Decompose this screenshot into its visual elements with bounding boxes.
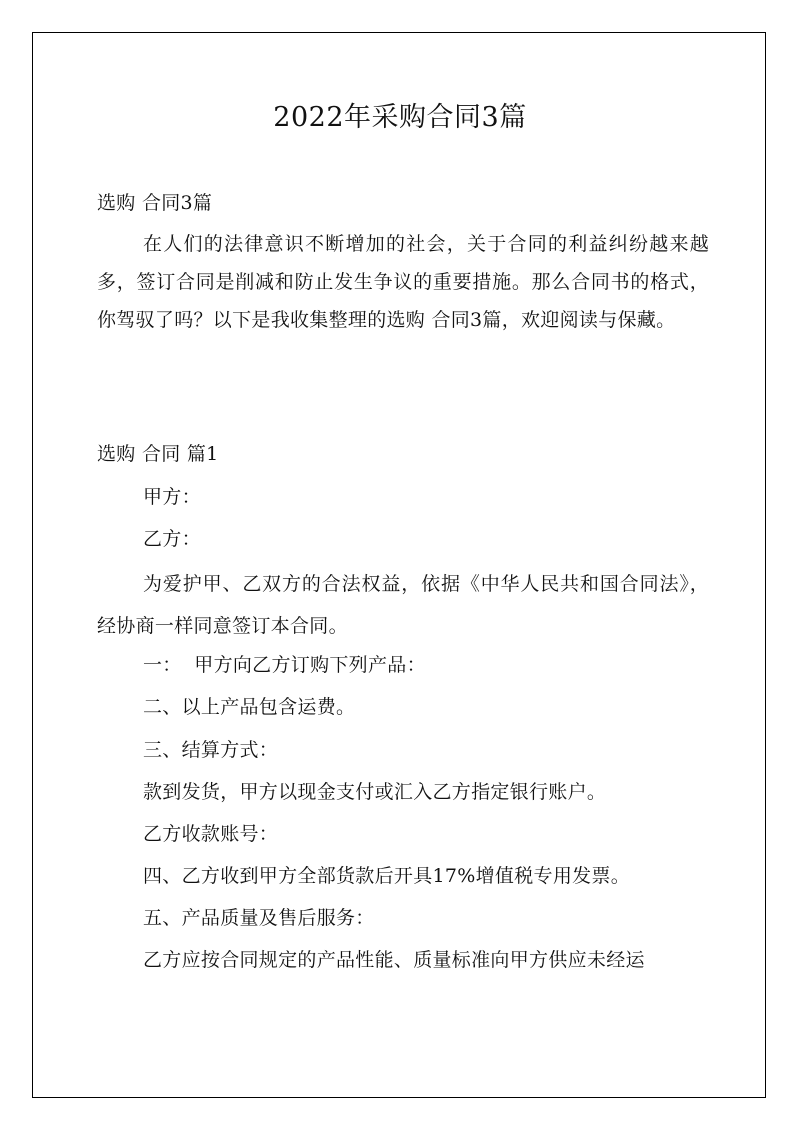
party-a-label: 甲方： [143, 486, 201, 508]
intro-heading: 选购 合同3篇 [97, 192, 213, 214]
clause-5-text: 乙方应按合同规定的产品性能、质量标准向甲方供应未经运 [143, 949, 645, 971]
document-title: 2022年采购合同3篇 [273, 102, 527, 133]
party-b-label: 乙方： [143, 528, 201, 550]
intro-paragraph: 在人们的法律意识不断增加的社会，关于合同的利益纠纷越来越多，签订合同是削减和防止发生争议的重要措施。那么合同书的格式，你驾驭了吗？以下是我收集整理的选购 合同3篇，欢迎阅读与保藏。 [97, 233, 709, 331]
clause-4: 四、乙方收到甲方全部货款后开具17%增值税专用发票。 [143, 865, 631, 887]
purpose-paragraph: 为爱护甲、乙双方的合法权益，依据《中华人民共和国合同法》，经协商一样同意签订本合同。 [97, 573, 709, 637]
section-heading: 选购 合同 篇1 [97, 443, 219, 465]
clause-2: 二、以上产品包含运费。 [143, 696, 356, 718]
account-label: 乙方收款账号： [143, 823, 279, 845]
clause-3: 三、结算方式： [143, 739, 279, 761]
payment-method-text: 款到发货，甲方以现金支付或汇入乙方指定银行账户。 [143, 781, 607, 803]
clause-1: 一： 甲方向乙方订购下列产品： [143, 654, 426, 676]
clause-5: 五、产品质量及售后服务： [143, 907, 375, 929]
